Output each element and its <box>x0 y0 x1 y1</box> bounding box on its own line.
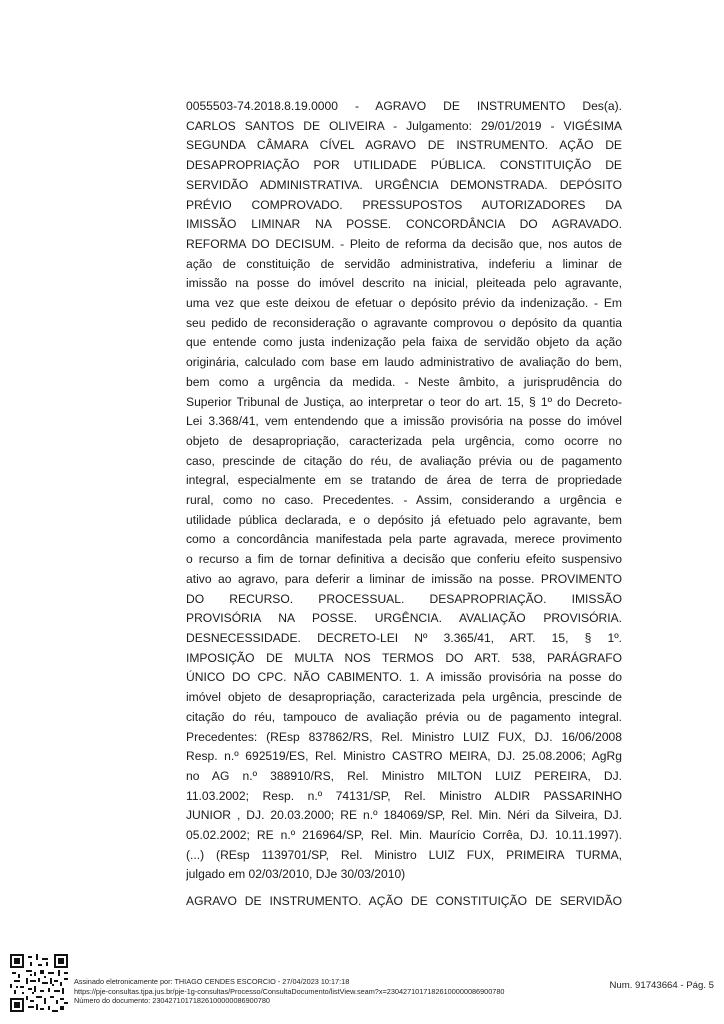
body-line: Superior Tribunal de Justiça, ao interpretar o teor do art. 15, § 1º do Decreto- <box>186 394 622 409</box>
body-line: DO RECURSO. PROCESSUAL. DESAPROPRIAÇÃO. IMISSÃO <box>186 591 622 606</box>
signature-info <box>74 977 504 1006</box>
body-line: originária, calculado com base em laudo administrativo de avaliação do bem, <box>186 355 622 370</box>
body-line: imóvel objeto de desapropriação, caracterizada pela urgência, prescinde de <box>186 690 622 705</box>
body-line: ação de constituição de servidão administrativa, indeferiu a liminar de <box>186 256 622 271</box>
body-line: citação do réu, tampouco de avaliação prévia ou de pagamento integral. <box>186 709 622 724</box>
body-line: objeto de desapropriação, caracterizada pela urgência, como ocorre no <box>186 433 622 448</box>
page-number: Num. 91743664 - Pág. 5 <box>609 980 714 991</box>
body-line: imissão na posse do imóvel descrito na inicial, pleiteada pelo agravante, <box>186 276 622 291</box>
body-line: CARLOS SANTOS DE OLIVEIRA - Julgamento: 29/01/2019 - VIGÉSIMA <box>186 118 622 133</box>
body-line: DESAPROPRIAÇÃO POR UTILIDADE PÚBLICA. CONSTITUIÇÃO DE <box>186 158 622 173</box>
body-line: seu pedido de reconsideração o agravante comprovou o depósito da quantia <box>186 315 622 330</box>
body-line: PRÉVIO COMPROVADO. PRESSUPOSTOS AUTORIZADORES DA <box>186 197 622 212</box>
ementa-paragraph <box>186 97 622 885</box>
qr-code-icon <box>10 954 68 1012</box>
body-line: IMISSÃO LIMINAR NA POSSE. CONCORDÂNCIA DO AGRAVADO. <box>186 217 622 232</box>
body-line: Precedentes: (REsp 837862/RS, Rel. Ministro LUIZ FUX, DJ. 16/06/2008 <box>186 729 622 744</box>
document-footer <box>0 950 724 1024</box>
body-line: IMPOSIÇÃO DE MULTA NOS TERMOS DO ART. 538, PARÁGRAFO <box>186 650 622 665</box>
body-line: ÚNICO DO CPC. NÃO CABIMENTO. 1. A imissão provisória na posse do <box>186 670 622 685</box>
body-line: Resp. n.º 692519/ES, Rel. Ministro CASTRO MEIRA, DJ. 25.08.2006; AgRg <box>186 749 622 764</box>
body-line: ativo ao agravo, para deferir a liminar de imissão na posse. PROVIMENTO <box>186 571 622 586</box>
body-line: REFORMA DO DECISUM. - Pleito de reforma da decisão que, nos autos de <box>186 236 622 251</box>
body-line: como a concordância manifestada pela parte agravada, merece provimento <box>186 532 622 547</box>
body-line: SERVIDÃO ADMINISTRATIVA. URGÊNCIA DEMONSTRADA. DEPÓSITO <box>186 177 622 192</box>
body-line: DESNECESSIDADE. DECRETO-LEI Nº 3.365/41, ART. 15, § 1º. <box>186 630 622 645</box>
body-line: no AG n.º 388910/RS, Rel. Ministro MILTON LUIZ PEREIRA, DJ. <box>186 768 622 783</box>
document-number-text: Número do documento: 23042710171826100000086900780 <box>74 996 270 1006</box>
body-line: Lei 3.368/41, vem entendendo que a imissão provisória na posse do imóvel <box>186 414 622 429</box>
consulta-url-link[interactable]: https://pje-consultas.tjpa.jus.br/pje-1g-consultas/Processo/ConsultaDocumento/listView.seam?x=23042710171826100000086900780 <box>74 986 505 996</box>
body-line: integral, especialmente em se tratando de área de terra de propriedade <box>186 473 622 488</box>
body-line: bem como a urgência da medida. - Neste âmbito, a jurisprudência do <box>186 374 622 389</box>
body-line: JUNIOR , DJ. 20.03.2000; RE n.º 184069/SP, Rel. Min. Néri da Silveira, DJ. <box>186 808 622 823</box>
body-line: uma vez que este deixou de efetuar o depósito prévio da indenização. - Em <box>186 296 622 311</box>
document-body <box>186 97 622 885</box>
body-line: julgado em 02/03/2010, DJe 30/03/2010) <box>186 867 406 882</box>
body-line: caso, prescinde de citação do réu, de avaliação prévia ou de pagamento <box>186 453 622 468</box>
body-line: o recurso a fim de tornar definitiva a decisão que conferiu efeito suspensivo <box>186 552 622 567</box>
body-line: (...) (REsp 1139701/SP, Rel. Ministro LUIZ FUX, PRIMEIRA TURMA, <box>186 847 622 862</box>
body-line: utilidade pública declarada, e o depósito já efetuado pelo agravante, bem <box>186 512 622 527</box>
body-line: PROVISÓRIA NA POSSE. URGÊNCIA. AVALIAÇÃO PROVISÓRIA. <box>186 611 622 626</box>
body-line: que entende como justa indenização pela faixa de servidão objeto da ação <box>186 335 622 350</box>
body-line: rural, como no caso. Precedentes. - Assim, considerando a urgência e <box>186 493 622 508</box>
next-paragraph: AGRAVO DE INSTRUMENTO. AÇÃO DE CONSTITUIÇÃO DE SERVIDÃO <box>186 894 622 908</box>
body-line: SEGUNDA CÂMARA CÍVEL AGRAVO DE INSTRUMENTO. AÇÃO DE <box>186 138 622 153</box>
signed-by-text: Assinado eletronicamente por: THIAGO CENDES ESCORCIO - 27/04/2023 10:17:18 <box>74 977 350 986</box>
body-line: 05.02.2002; RE n.º 216964/SP, Rel. Min. Maurício Corrêa, DJ. 10.11.1997). <box>186 828 622 843</box>
body-line: 11.03.2002; Resp. n.º 74131/SP, Rel. Ministro ALDIR PASSARINHO <box>186 788 622 803</box>
body-line: 0055503-74.2018.8.19.0000 - AGRAVO DE INSTRUMENTO Des(a). <box>186 99 622 113</box>
